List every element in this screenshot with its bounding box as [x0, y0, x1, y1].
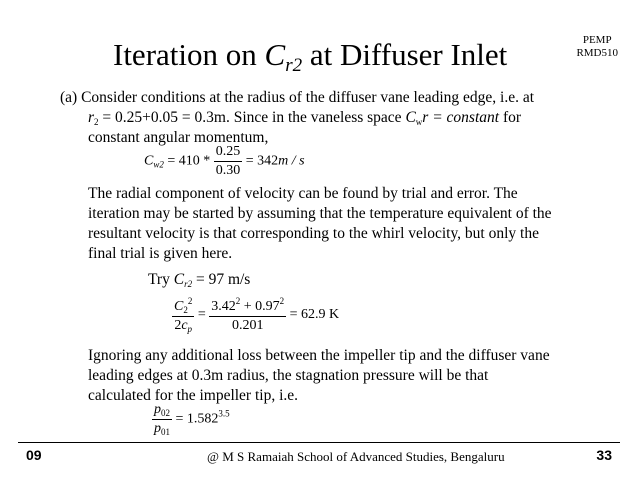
trial-var: C [173, 271, 185, 288]
eq3-rhs-sup: 3.5 [218, 408, 230, 419]
title-prefix: Iteration on [113, 37, 265, 72]
eq1-fraction [214, 144, 243, 179]
eq1-eq: = 410 * [163, 153, 214, 169]
title-sub: r2 [285, 55, 303, 76]
para3-line2: leading edges at 0.3m radius, the stagnation pressure will be that [88, 367, 489, 384]
eq2-eq: = [194, 307, 210, 323]
r-sub: 2 [94, 117, 99, 127]
eq2-rhs-num [209, 296, 286, 317]
eq2-den-coef: 2 [174, 318, 182, 333]
trial-line [148, 270, 250, 294]
constant-text: = constant [428, 109, 500, 126]
eq2-den-var: c [181, 318, 188, 333]
eq3-den [152, 420, 172, 437]
cw-var: C [405, 109, 416, 126]
eq2-num-sub: 2 [183, 305, 188, 315]
eq3-num-var: p [154, 402, 161, 417]
trial-prefix: Try [148, 271, 174, 288]
title-var: C [264, 37, 286, 72]
title-suffix: at Diffuser Inlet [302, 37, 508, 72]
para2-line1: The radial component of velocity can be found by trial and error. The [88, 185, 518, 202]
eq2-rnum-sup: 2 [235, 296, 241, 306]
eq2-rnum-sup2: 2 [279, 296, 285, 306]
eq1-rhs: = 342 [242, 153, 279, 169]
eq2-rnum-plus: + 0.97 [240, 299, 280, 314]
eq1-unit: m / s [278, 153, 305, 169]
para2-line3: resultant velocity is that corresponding to the whirl velocity, but only the [88, 225, 539, 242]
eq3-num [152, 402, 172, 420]
para1-line2-text: = 0.25+0.05 = 0.3m. Since in the vaneless space [98, 109, 406, 126]
eq2-lhs-num [172, 296, 194, 317]
footer-divider [18, 442, 620, 443]
para1-line3: constant angular momentum, [88, 129, 269, 146]
para3-line1: Ignoring any additional loss between the impeller tip and the diffuser vane [88, 347, 550, 364]
course-code [576, 34, 618, 60]
course-code-line2: RMD510 [576, 47, 618, 59]
eq2-rhs-fraction [209, 296, 286, 334]
eq2-num-sup: 2 [187, 296, 193, 306]
equation-cw2 [144, 144, 305, 179]
r-var-2: r [422, 109, 429, 126]
for-text: for [499, 109, 522, 126]
trial-rest: = 97 m/s [192, 271, 251, 288]
para1-line1: (a) Consider conditions at the radius of the diffuser vane leading edge, i.e. at [60, 89, 535, 106]
r-var: r [88, 109, 95, 126]
para2-line2: iteration may be started by assuming that the temperature equivalent of the [88, 205, 552, 222]
page-number: 33 [596, 447, 612, 463]
eq3-num-sub: 02 [161, 408, 170, 418]
footer-left: 09 [26, 447, 42, 463]
equation-temperature [172, 296, 339, 334]
eq2-rhs-den: 0.201 [231, 318, 264, 333]
eq3-den-sub: 01 [161, 427, 170, 437]
eq2-rhs: = 62.9 K [286, 307, 340, 323]
eq3-rhs: = 1.582 [172, 411, 219, 427]
eq2-den-sub: p [187, 324, 193, 334]
course-code-line1: PEMP [582, 34, 612, 46]
slide-title [113, 36, 507, 85]
para3-line3: calculated for the impeller tip, i.e. [88, 387, 299, 404]
trial-sub: r2 [184, 279, 193, 289]
eq2-lhs-den [172, 317, 194, 334]
eq1-lhs-var: C [144, 153, 154, 169]
eq1-lhs-sub: w2 [153, 159, 164, 170]
para2-line4: final trial is given here. [88, 245, 233, 262]
eq2-lhs-fraction [172, 296, 194, 334]
eq1-den: 0.30 [215, 163, 241, 178]
eq3-den-var: p [154, 421, 161, 436]
equation-pressure-ratio [152, 402, 230, 437]
eq1-num: 0.25 [214, 144, 243, 162]
cw-sub: w [415, 117, 423, 127]
eq2-num-var: C [174, 299, 184, 314]
eq3-fraction [152, 402, 172, 437]
footer-institution: @ M S Ramaiah School of Advanced Studies, Bengaluru [207, 449, 505, 464]
eq2-rnum-a: 3.42 [211, 299, 236, 314]
